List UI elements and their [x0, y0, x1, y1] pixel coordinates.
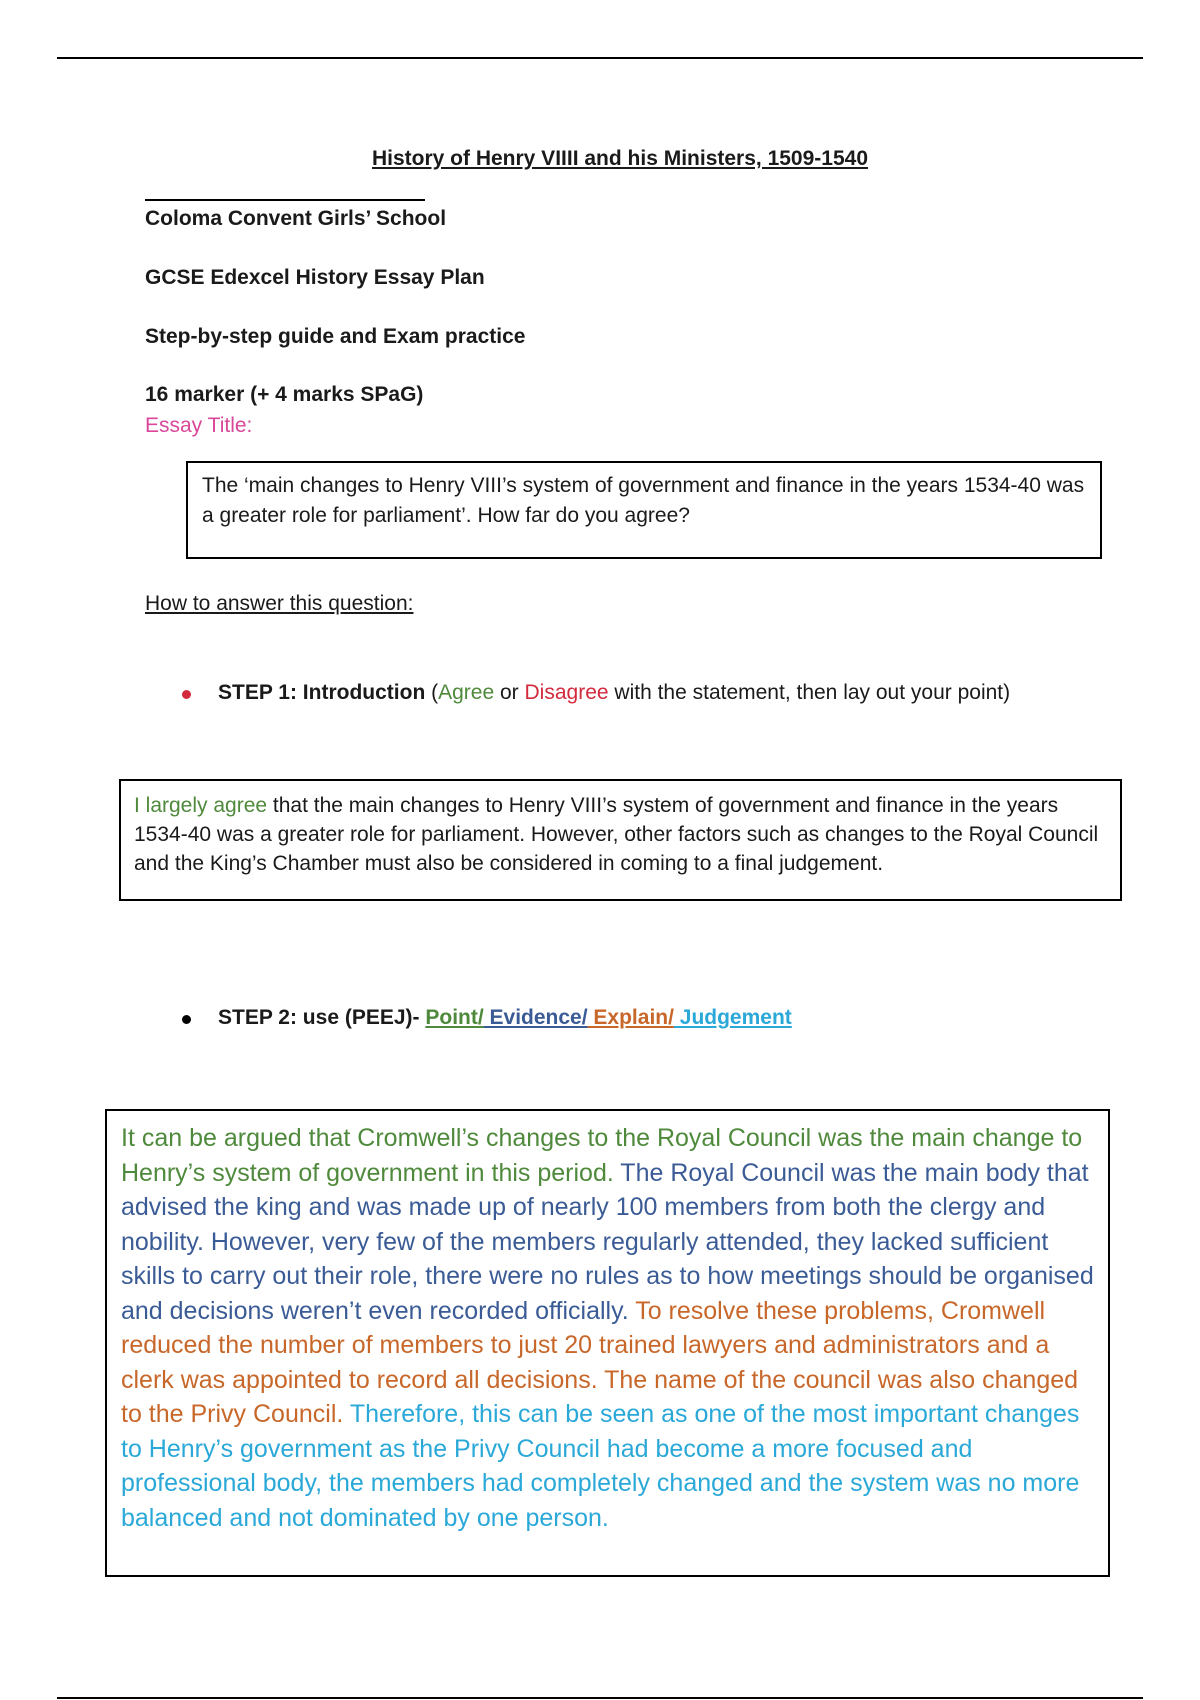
step2-point: Point/: [425, 1006, 484, 1029]
step2-explain: Explain/: [587, 1006, 674, 1029]
step1-or: or: [494, 681, 525, 704]
school-name: Coloma Convent Girls’ School: [145, 207, 447, 230]
bottom-rule: [57, 1697, 1143, 1699]
peej-point: It can be argued that Cromwell’s changes to the Royal Council was the main change to Henry’s system of government in this period.: [121, 1124, 1083, 1187]
course-name: GCSE Edexcel History Essay Plan: [145, 266, 485, 289]
introduction-box: [119, 779, 1122, 901]
intro-agree-phrase: I largely agree: [134, 794, 268, 817]
step2-line: [218, 1006, 792, 1030]
top-rule: [57, 57, 1143, 59]
peej-explain: To resolve these problems, Cromwell reduced the number of members to just 20 trained lawyers and administrators and a clerk was appointed to record all decisions. The name of the council was also changed to the Privy Council.: [121, 1296, 1079, 1428]
step1-rest: with the statement, then lay out your point): [608, 681, 1011, 704]
intro-text: that the main changes to Henry VIII’s system of government and finance in the years 1534-40 was a greater role for parliament. However, other factors such as changes to the Royal Council and the King’s Chamber must also be considered in coming to a final judgement.: [134, 794, 1099, 875]
how-to-heading: How to answer this question:: [145, 592, 414, 615]
marks-info: 16 marker (+ 4 marks SPaG): [145, 383, 424, 406]
header-divider: [145, 199, 425, 201]
essay-title-box: [186, 461, 1102, 559]
document-title: History of Henry VIIII and his Ministers, 1509-1540: [371, 147, 868, 170]
peej-paragraph-box: [105, 1109, 1110, 1577]
step2-judgement: Judgement: [673, 1006, 792, 1029]
essay-title-label: Essay Title:: [145, 414, 253, 437]
peej-evidence: The Royal Council was the main body that advised the king and was made up of nearly 100 members from both the clergy and nobility. However, very few of the members regularly attended, they lacked sufficient skills to carry out their role, there were no rules as to how meetings should be organised and decisions weren’t even recorded officially.: [121, 1158, 1094, 1325]
essay-title-text: The ‘main changes to Henry VIII’s system of government and finance in the years 1534-40 was a greater role for parliament’. How far do you agree?: [202, 474, 1085, 527]
step1-agree: Agree: [438, 681, 495, 704]
step1-open: (: [425, 681, 439, 704]
step1-label: STEP 1: Introduction: [218, 681, 426, 704]
guide-subtitle: Step-by-step guide and Exam practice: [145, 325, 526, 348]
step2-label: STEP 2: use (PEEJ)-: [218, 1006, 426, 1029]
step1-line: [218, 681, 1010, 705]
step1-bullet-icon: [182, 690, 191, 699]
step2-bullet-icon: [182, 1015, 191, 1024]
step1-disagree: Disagree: [524, 681, 609, 704]
step2-evidence: Evidence/: [483, 1006, 588, 1029]
peej-judgement: Therefore, this can be seen as one of the most important changes to Henry’s government as the Privy Council had become a more focused and professional body, the members had completely changed and the system was no more balanced and not dominated by one person.: [121, 1400, 1080, 1532]
